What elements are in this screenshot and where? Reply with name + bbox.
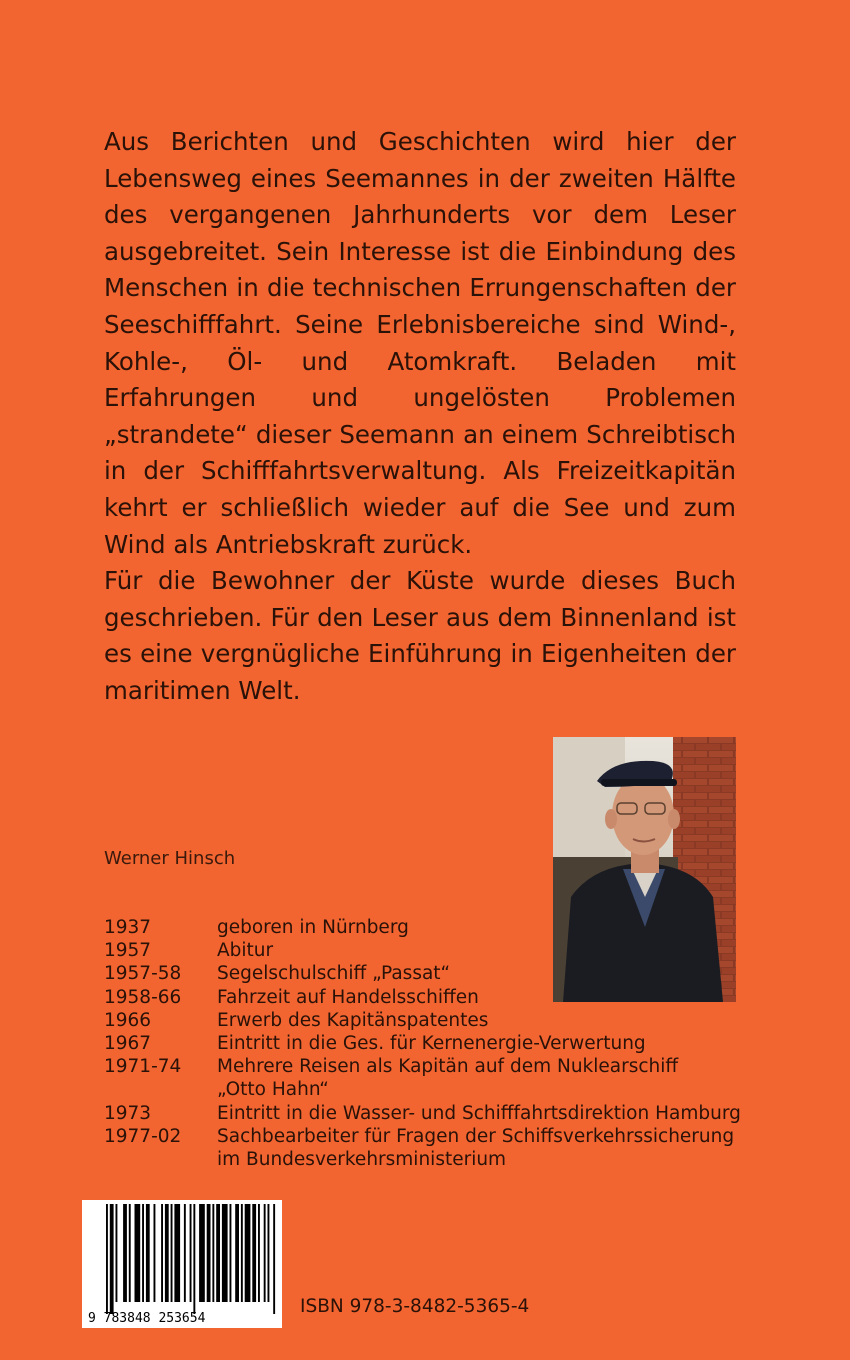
cv-description (217, 1125, 764, 1171)
cv-description-line: Abitur (217, 940, 274, 962)
blurb-paragraph-2: Für die Bewohner der Küste wurde dieses Buch geschrieben. Für den Leser aus dem Binnenland ist es eine vergnügliche Einführung in Eigenheiten der maritimen Welt. (104, 566, 736, 705)
cv-description-line: Mehrere Reisen als Kapitän auf dem Nuklearschiff (217, 1056, 679, 1078)
cv-year: 1957-58 (104, 963, 182, 985)
barcode-bar (230, 1204, 232, 1302)
isbn-number: ISBN 978-3-8482-5365-4 (300, 1296, 530, 1317)
barcode-bar (207, 1204, 211, 1302)
barcode-bar (193, 1204, 195, 1314)
cv-entry (104, 1009, 764, 1032)
cv-year: 1957 (104, 940, 152, 962)
cv-year: 1966 (104, 1009, 152, 1031)
barcode-bar (154, 1204, 156, 1302)
barcode-bar (142, 1204, 144, 1302)
barcode-bar (135, 1204, 141, 1302)
barcode-bar (116, 1204, 118, 1302)
cv-entry (104, 962, 764, 985)
cv-entry (104, 1125, 764, 1171)
cv-timeline (104, 916, 764, 1171)
cv-description (217, 916, 764, 939)
barcode-bar (212, 1204, 214, 1302)
barcode-bar (245, 1204, 251, 1302)
barcode-bar (165, 1204, 169, 1302)
barcode-bar (264, 1204, 266, 1302)
cv-year: 1937 (104, 917, 152, 938)
cv-description (217, 1009, 764, 1032)
barcode-bar (252, 1204, 256, 1302)
barcode-bar (216, 1204, 220, 1302)
cv-year: 1977-02 (104, 1125, 182, 1147)
cv-entry (104, 916, 764, 939)
cv-description-line: Segelschulschiff „Passat“ (217, 963, 451, 985)
cv-description-line: „Otto Hahn“ (217, 1079, 329, 1101)
barcode-bar (171, 1204, 173, 1302)
cv-description (217, 1102, 764, 1125)
cv-description-line: Sachbearbeiter für Fragen der Schiffsverkehrssicherung (217, 1125, 735, 1147)
cv-description (217, 1032, 764, 1055)
barcode-bar (174, 1204, 180, 1302)
barcode-bar (190, 1204, 192, 1302)
cv-year: 1967 (104, 1033, 152, 1055)
barcode-bar (106, 1204, 108, 1314)
cv-description-line: geboren in Nürnberg (217, 917, 409, 938)
cv-description-line: Eintritt in die Ges. für Kernenergie-Verwertung (217, 1033, 646, 1055)
cv-entry (104, 1055, 764, 1101)
barcode-bar (184, 1204, 186, 1302)
barcode-bar (273, 1204, 275, 1314)
barcode-bar (161, 1204, 163, 1302)
barcode-bar (235, 1204, 239, 1302)
cv-description-line: im Bundesverkehrsministerium (217, 1149, 507, 1171)
cv-entry (104, 1032, 764, 1055)
author-name: Werner Hinsch (104, 848, 236, 869)
cv-description (217, 986, 764, 1009)
cv-year: 1971-74 (104, 1056, 182, 1078)
blurb-text (104, 124, 736, 710)
barcode-digits: 9 783848 253654 (88, 1311, 206, 1326)
cv-entry (104, 986, 764, 1009)
cv-description-line: Fahrzeit auf Handelsschiffen (217, 986, 479, 1008)
cv-description-line: Eintritt in die Wasser- und Schifffahrtsdirektion Hamburg (217, 1102, 741, 1124)
barcode-image (82, 1200, 282, 1328)
barcode-bar (199, 1204, 205, 1302)
barcode-bar (129, 1204, 131, 1302)
barcode (82, 1200, 282, 1328)
barcode-bar (110, 1204, 114, 1314)
barcode-bar (146, 1204, 150, 1302)
barcode-bar (268, 1204, 270, 1302)
cv-description (217, 962, 764, 985)
barcode-bar (258, 1204, 260, 1302)
barcode-bar (241, 1204, 243, 1302)
cv-entry (104, 1102, 764, 1125)
cv-description (217, 1055, 764, 1101)
barcode-bar (222, 1204, 228, 1302)
cv-description (217, 939, 764, 962)
cv-year: 1958-66 (104, 986, 182, 1008)
barcode-bar (123, 1204, 127, 1302)
cv-description-line: Erwerb des Kapitänspatentes (217, 1009, 489, 1031)
cv-entry (104, 939, 764, 962)
blurb-paragraph-1: Aus Berichten und Geschichten wird hier der Lebensweg eines Seemannes in der zweiten Hälfte des vergangenen Jahrhunderts vor dem Leser ausgebreitet. Sein Interesse ist die Einbindung des Menschen in die technischen Errungenschaften der Seeschifffahrt. Seine Erlebnisbereiche sind Wind-, Kohle-, Öl- und Atomkraft. Beladen mit Erfahrungen und ungelösten Problemen „strandete“ dieser Seemann an einem Schreibtisch in der Schifffahrtsverwaltung. Als Freizeitkapitän kehrt er schließlich wieder auf die See und zum Wind als Antriebskraft zurück. (104, 127, 736, 559)
cv-year: 1973 (104, 1102, 152, 1124)
